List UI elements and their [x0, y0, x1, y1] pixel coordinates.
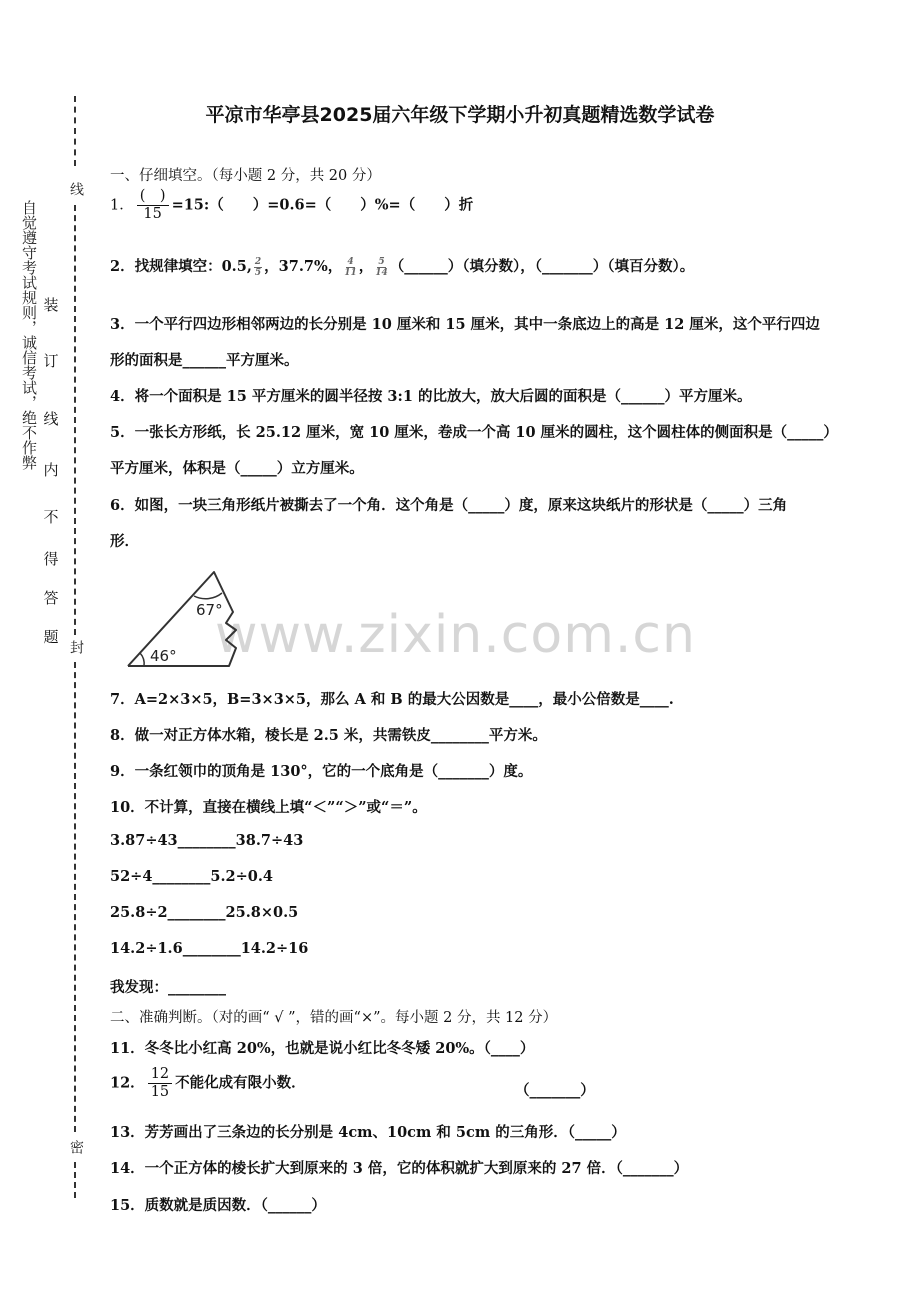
fraction: [375, 257, 388, 278]
side-char: 题: [43, 628, 59, 646]
angle-arc-top: [194, 593, 222, 599]
side-char: 内: [43, 461, 59, 479]
question-9: 9．一条红领巾的顶角是 130°，它的一个底角是（_______）度。: [110, 763, 533, 780]
side-char: 装: [43, 296, 59, 314]
side-char: 不: [43, 508, 59, 526]
question-number: 12．: [110, 1074, 145, 1092]
comparison-item: 3.87÷43________38.7÷43: [110, 832, 304, 849]
side-char: 线: [43, 410, 59, 428]
fraction-denominator: 15: [143, 206, 162, 222]
binding-margin: [0, 0, 100, 1302]
margin-mark-xian: 线: [68, 182, 84, 196]
question-3-line-2: 形的面积是______平方厘米。: [110, 352, 299, 369]
fraction-numerator: 12: [148, 1066, 172, 1084]
watermark: www.zixin.com.cn: [215, 605, 696, 665]
question-text: 2．找规律填空：0.5,: [110, 258, 252, 275]
comparison-item: 14.2÷1.6________14.2÷16: [110, 940, 309, 957]
question-text: （______）（填分数），（_______）（填百分数）。: [389, 258, 695, 275]
torn-triangle-figure: [122, 568, 247, 670]
question-14: 14．一个正方体的棱长扩大到原来的 3 倍，它的体积就扩大到原来的 27 倍．（_______）: [110, 1160, 689, 1177]
angle-label-bottom: 46°: [150, 647, 177, 665]
fraction: [344, 257, 357, 278]
fraction-numerator: ( ): [137, 188, 169, 206]
section-1-heading: 一、仔细填空。（每小题 2 分，共 20 分）: [110, 168, 381, 184]
fraction-numerator: 2: [254, 256, 262, 267]
question-7: 7．A=2×3×5，B=3×3×5，那么 A 和 B 的最大公因数是____，最小公倍数是____.: [110, 691, 674, 708]
question-2: [110, 255, 694, 278]
question-text: ，: [358, 258, 374, 275]
angle-arc-bottom: [140, 653, 144, 666]
fraction: [148, 1066, 172, 1101]
question-number: 1．: [110, 197, 134, 214]
triangle-outline: [128, 572, 236, 666]
honor-pledge: 自觉遵守考试规则，诚信考试，绝不作弊: [20, 200, 38, 470]
question-1: [110, 188, 473, 223]
fraction-denominator: 11: [344, 267, 357, 278]
side-char: 订: [43, 352, 59, 370]
question-6-line-1: 6．如图，一块三角形纸片被撕去了一个角．这个角是（_____）度，原来这块纸片的形状是（_____）三角: [110, 497, 788, 514]
question-text: 不能化成有限小数．: [175, 1074, 306, 1092]
fraction: [254, 257, 262, 278]
question-11: 11．冬冬比小红高 20%，也就是说小红比冬冬矮 20%。（____）: [110, 1040, 535, 1057]
side-char: 得: [43, 550, 59, 568]
question-12: [110, 1066, 306, 1101]
fraction-denominator: 15: [150, 1084, 170, 1100]
cut-line-segment: [74, 662, 76, 1132]
angle-label-top: 67°: [196, 601, 223, 619]
question-text: =15:（ ）=0.6=（ ）%=（ ）折: [171, 196, 474, 214]
question-5-line-1: 5．一张长方形纸，长 25.12 厘米，宽 10 厘米，卷成一个高 10 厘米的圆柱，这个圆柱体的侧面积是（_____）: [110, 424, 838, 441]
question-10: 10．不计算，直接在横线上填“＜”“＞”或“＝”。: [110, 799, 427, 816]
cut-line-segment: [74, 1162, 76, 1198]
side-char: 答: [43, 589, 59, 607]
question-text: ，37.7%，: [264, 258, 343, 275]
fraction-denominator: 5: [254, 267, 262, 278]
finding-line: 我发现：________: [110, 979, 226, 996]
fraction-numerator: 4: [347, 256, 354, 267]
question-8: 8．做一对正方体水箱，棱长是 2.5 米，共需铁皮________平方米。: [110, 727, 547, 744]
fraction-numerator: 5: [378, 256, 385, 267]
question-15: 15．质数就是质因数．（______）: [110, 1197, 326, 1214]
question-13: 13．芳芳画出了三条边的长分别是 4cm、10cm 和 5cm 的三角形．（_____）: [110, 1124, 626, 1141]
comparison-item: 52÷4________5.2÷0.4: [110, 868, 274, 885]
fraction: [137, 188, 169, 223]
question-5-line-2: 平方厘米，体积是（_____）立方厘米。: [110, 460, 364, 477]
margin-mark-mi: 密: [68, 1140, 84, 1154]
comparison-item: 25.8÷2________25.8×0.5: [110, 904, 299, 921]
question-4: 4．将一个面积是 15 平方厘米的圆半径按 3:1 的比放大，放大后圆的面积是（______）平方厘米。: [110, 388, 752, 405]
question-3-line-1: 3．一个平行四边形相邻两边的长分别是 10 厘米和 15 厘米，其中一条底边上的高是 12 厘米，这个平行四边: [110, 316, 820, 333]
question-12-blank: （_______）: [515, 1082, 595, 1099]
fraction-denominator: 14: [375, 267, 388, 278]
margin-mark-feng: 封: [68, 640, 84, 654]
section-2-heading: 二、准确判断。（对的画“ √ ”，错的画“×”。每小题 2 分，共 12 分）: [110, 1010, 558, 1026]
question-6-line-2: 形．: [110, 533, 139, 550]
cut-line-segment: [74, 205, 76, 635]
page-title: 平凉市华亭县2025届六年级下学期小升初真题精选数学试卷: [205, 104, 715, 126]
